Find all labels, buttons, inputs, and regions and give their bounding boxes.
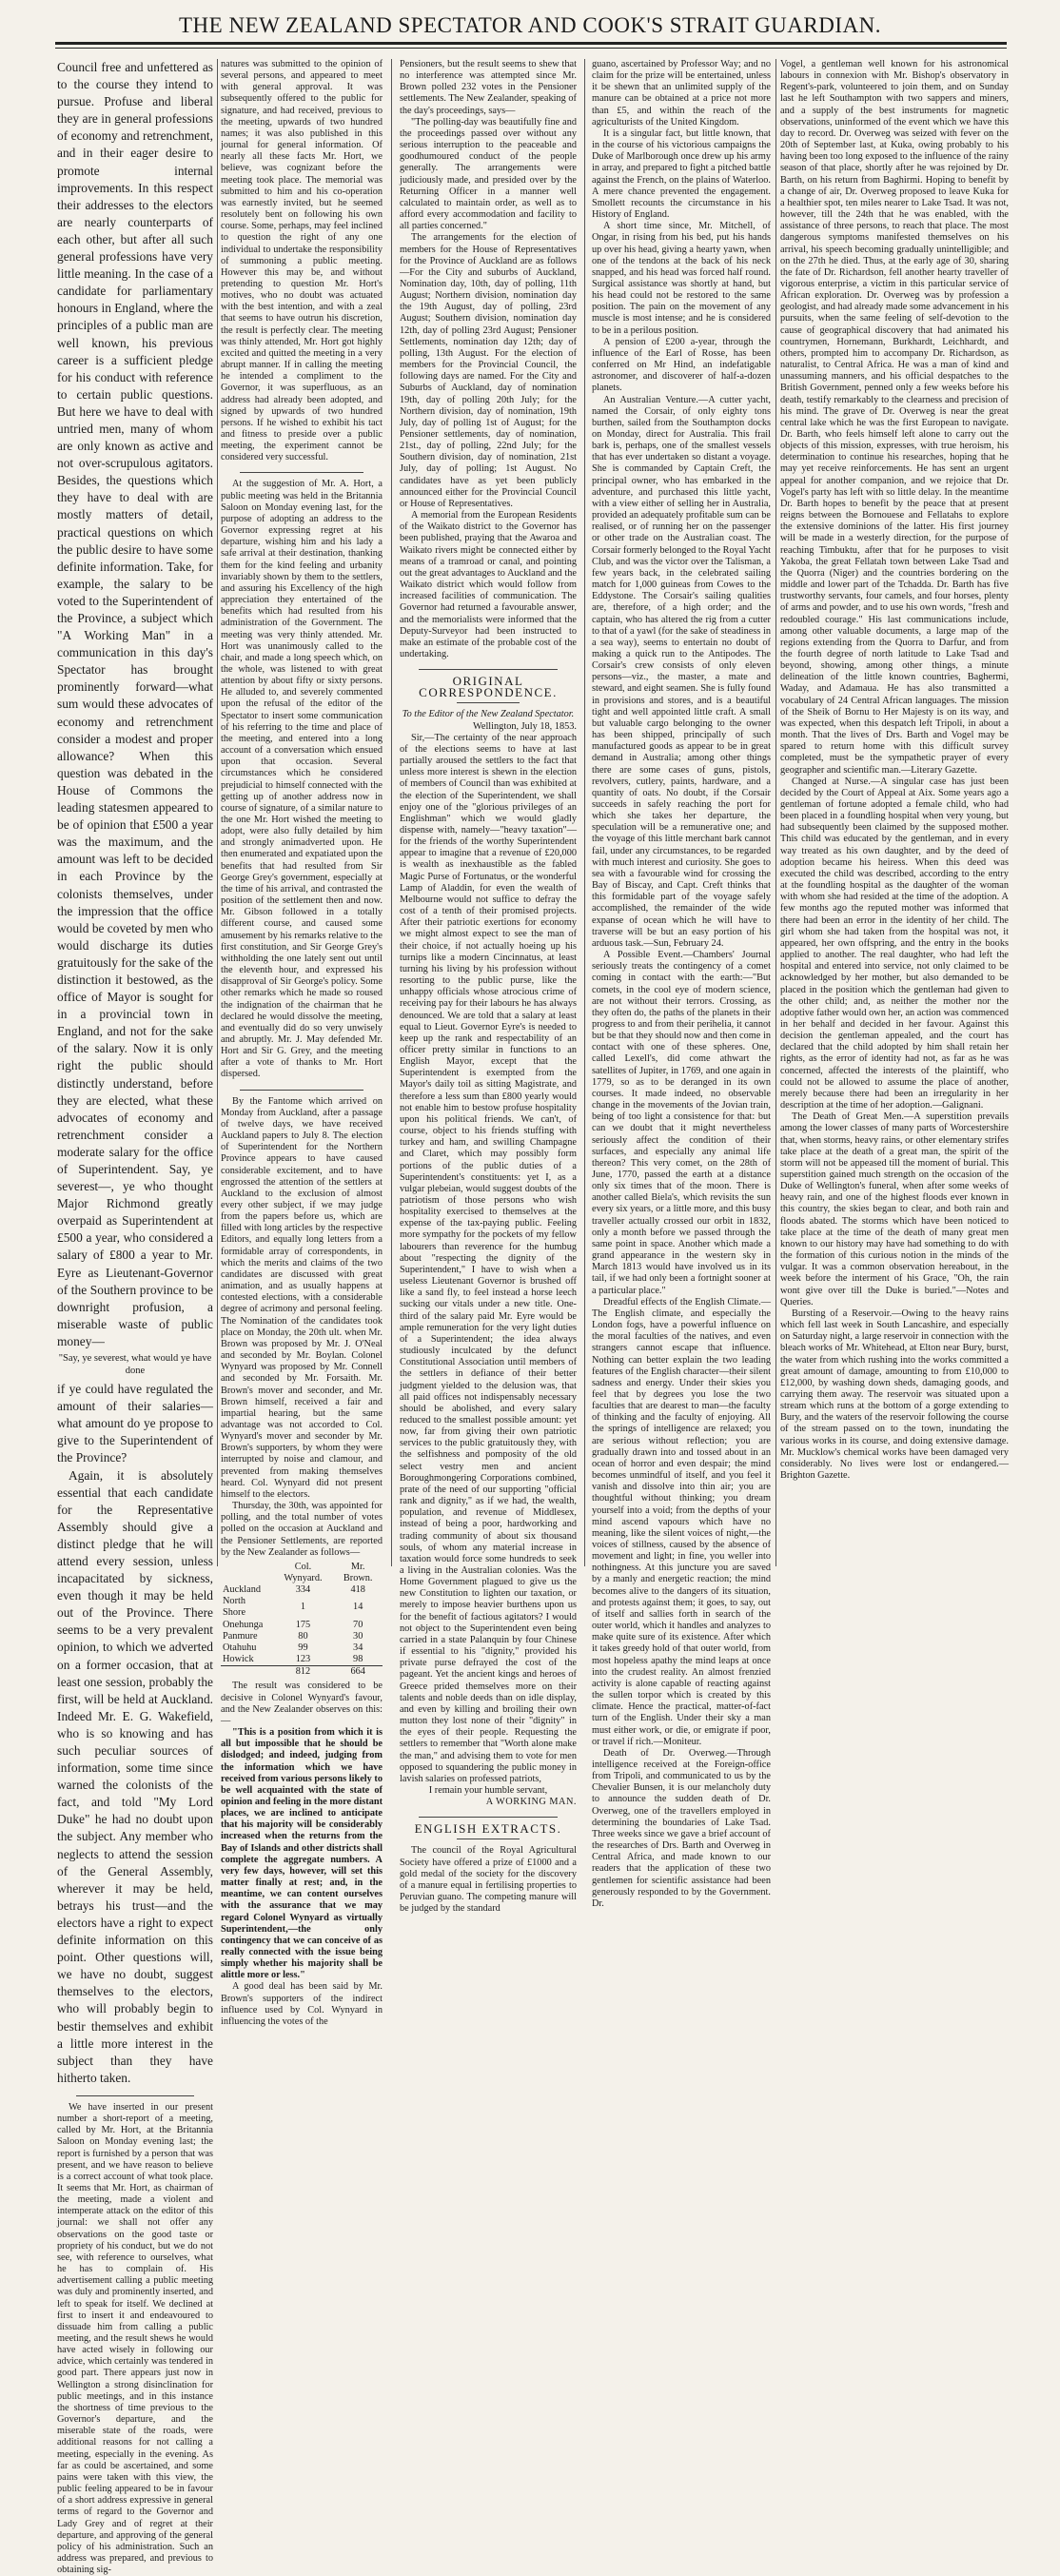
table-row — [221, 1584, 383, 1596]
auckland-news-paragraph: The arrangements for the election of members for the House of Representatives for the Province of Auckland are as follows—For the City and suburbs of Auckland, Nomination day, 10th, day of polling, 11th August; Northern division, nomination day the 19th August, day of polling, 23rd August; Southern division, nomination day 12th, day of polling 23rd August; Pensioner Settlements, nomination day 12th; day of polling, 13th August. For the election of members for the Provincial Council, the following days are named. For the City and Suburbs of Auckland, day of nomination 19th, day of polling 20th July; for the Northern division, day of nomination, 19th July, day of polling 1st of August; for the Pensioner settlements, day of nomination, 21st., day of polling, 22nd July; for the Southern division, day of nomination, 21st July, day of polling; 1st August. No candidates have as yet been publicly announced either for the Provincial Council or House of Representatives. — [400, 232, 577, 509]
extract-paragraph: The Death of Great Men.—A superstition prevails among the lower classes of many parts of Worcestershire that, when storms, heavy rains, or other elementary strifes take place at the death of a great man, the spirit of the storm will not be appeased till the moment of burial. This superstition gained much strength on the occasion of the Duke of Wellington's funeral, when after some weeks of heavy rain, and one of the highest floods ever known in this country, the skies began to clear, and both rain and floods abated. The storms which have been noticed to take place at the time of the death of many great men known to our history may have had something to do with the formation of this curious notion in the minds of the vulgar. It was a common observation hereabout, in the week before the interment of his Grace, "Oh, the rain wont give over till the Duke is buried."—Notes and Queries. — [780, 1111, 1009, 1308]
auckland-news-paragraph: Pensioners, but the result seems to shew that no interference was attempted since Mr. Brown polled 232 votes in the Pensioner settlements. The New Zealander, speaking of the day's proceedings, says— — [400, 59, 577, 116]
meeting-article-paragraph: natures was submitted to the opinion of several persons, and appeared to meet with general approval. It was subsequently offered to the public for signature, and had received, previous to the meeting, upwards of two hundred names; it was also published in this journal for general information. Of nearly all these facts Mr. Hort, we believe, was cognizant before the meeting took place. The memorial was submitted to him and his co-operation was earnestly invited, but he seemed resolutely bent on following his own course. Some, perhaps, may feel inclined to question the right of any one individual to undertake the responsibility of summoning a public meeting. However this may be, and without pretending to question Mr. Hort's motives, who no doubt was actuated with the best intention, and with a zeal that seems to have outrun his discretion, the result is perfectly clear. The meeting was thinly attended, Mr. Hort got highly excited and quitted the meeting in a very abrupt manner. If in calling the meeting he intended a compliment to the Governor, it was superfluous, as an address had already been adopted, and signed by upwards of two hundred persons. If he wished to exhibit his tact and fitness to preside over a public meeting, the experiment cannot be considered very successful. — [221, 59, 383, 463]
extract-paragraph: The council of the Royal Agricultural Society have offered a prize of £1000 and a gold medal of the society for the discovery of a manure equal in fertilising properties to Peruvian guano. The competing manure will be judged by the standard — [400, 1845, 577, 1915]
extract-paragraph: Death of Dr. Overweg.—Through intelligence received at the Foreign-office from Tripoli, and communicated to us by the Chevalier Bunsen, it is our melancholy duty to announce the sudden death of Dr. Overweg, one of the travellers employed in determining the boundaries of Lake Tsad. Three weeks since we gave a brief account of the researches of Drs. Barth and Overweg in Central Africa, and made known to our readers that the application of these two gentlemen for scientific assistance had been generously responded to by the Government. Dr. — [592, 1747, 771, 1909]
table-cell: Auckland — [223, 1584, 262, 1596]
verse-quote: "Say, ye severest, what would ye have done — [58, 1353, 212, 1377]
table-cell — [221, 1666, 273, 1679]
auckland-news-paragraph: The result was considered to be decisive in Colonel Wynyard's favour, and the New Zealander observes on this:— — [221, 1681, 383, 1726]
table-cell: 70 — [353, 1619, 363, 1630]
leader-paragraph: if ye could have regulated the amount of their salaries—what amount do ye propose to give to the Superintendent of the Province? — [57, 1382, 213, 1465]
table-cell: 34 — [353, 1642, 363, 1653]
table-cell: Howick — [223, 1654, 254, 1665]
extract-paragraph: Bursting of a Reservoir.—Owing to the heavy rains which fell last week in South Lancashire, and especially on Saturday night, a large reservoir in connection with the bleach works of Mr. Whitehead, at Elton near Bury, burst, the water from which rushing into the works committed a great amount of damage, amounting to from £10,000 to £12,000, by washing down sheds, damaging goods, and carrying them away. The reservoir was situated upon a stream which runs at the bottom of a gorge extending to Bury, and the waters of the reservoir following the course of the stream passed on to the town, inundating the various works in its course, and doing extensive damage. Mr. Mucklow's chemical works have been damaged very considerably. No lives were lost or endangered.—Brighton Gazette. — [780, 1308, 1009, 1482]
auckland-news-paragraph: Thursday, the 30th, was appointed for polling, and the total number of votes polled on the occasion at Auckland and the Pensioner Settlements, are reported by the New Zealander as follows— — [221, 1501, 383, 1558]
table-row — [221, 1642, 383, 1654]
poll-results-table — [221, 1562, 383, 1679]
column-rule — [391, 59, 392, 1566]
letter-dateline: Wellington, July 18, 1853. — [472, 720, 577, 732]
section-heading: ORIGINAL CORRESPONDENCE. — [419, 674, 558, 700]
column-1 — [57, 59, 213, 2576]
section-divider — [240, 1090, 363, 1091]
meeting-report-paragraph: At the suggestion of Mr. A. Hort, a public meeting was held in the Britannia Saloon on Monday evening last, for the purpose of adopting an address to the Governor expressing regret at his departure, wishing him and his lady a safe arrival at their destination, thanking them for the kind feeling and urbanity invariably shown by them to the settlers, and assuring his Excellency of the high appreciation they entertained of the benefits which had resulted from his administration of the Government. The meeting was very thinly attended. Mr. Hort was unanimously called to the chair, and made a long speech which, on the whole, was listened to with great attention by about fifty or sixty persons. He alluded to, and severely commented upon the refusal of the editor of the Spectator to insert some communication of his referring to the time and place of the meeting, and entered into a long account of a conversation which ensued upon that occasion. Several circumstances which he considered prejudicial to himself connected with the getting up of another address now in course of signature, of a similar nature to the one Mr. Hort wished the meeting to adopt, were also fully detailed by him and strongly animadverted upon. He then enumerated and expatiated upon the benefits that had resulted from Sir George Grey's government, especially at the time of his arrival, and contrasted the position of the settlement then and now. Mr. Gibson followed in a totally different course, and caused some amusement by his remarks relative to the first constitution, and Sir George Grey's withholding the one lately sent out until the eleventh hour, and expressed his disapproval of Sir George's policy. Some other remarks which he made so roused the indignation of the chairman that he declared he would dissolve the meeting, and eventually did do so very unwisely and abruptly. Mr. J. May defended Mr. Hort and Sir G. Grey, and the meeting after a vote of thanks to Mr. Hort dispersed. — [221, 479, 383, 1080]
table-cell: 334 — [295, 1584, 311, 1596]
column-3 — [400, 59, 577, 1915]
auckland-news-paragraph: A good deal has been said by Mr. Brown's supporters of the indirect influence used by Col. Wynyard in influencing the votes of the — [221, 1981, 383, 2027]
extract-paragraph: A Possible Event.—Chambers' Journal seriously treats the contingency of a comet coming in contact with the earth:—"But comets, in the cool eye of modern science, are not without their terrors. Crossing, as they often do, the paths of the planets in their progress to and from their perihelia, it cannot but be that they should now and then come in contact with one of these spheres. One, called Lexell's, did come athwart the satellites of Jupiter, in 1769, and one again in 1779, so as to be deranged in its own courses. It made indeed, no observable change in the movements of the Jovian train, being of too light a consistence for that: but can we doubt that it might nevertheless seriously affect the condition of their surfaces, and especially any animal life thereon? This very comet, on the 28th of June, 1770, passed the earth at a distance only six times that of the moon. There is another called Biela's, which revisits the sun every six years, or a little more, and this busy traveller actually crossed our orbit in 1832, only a month before we passed through the same point in space. Another which made a grand appearance in the western sky in March 1813 would have involved us in its tail, if we had only been a fortnight sooner at a particular place." — [592, 950, 771, 1296]
table-row — [221, 1596, 383, 1619]
leader-paragraph: Council free and unfettered as to the course they intend to pursue. Profuse and liberal they are in general professions of economy and retrenchment, and in their eager desire to promote internal improvements. In this respect their addresses to the electors are nearly counterparts of each other, but after all such general professions have very little meaning. In the case of a candidate for parliamentary honours in England, where the principles of a public man are well known, his previous career is a sufficient pledge for his conduct with reference to certain public questions. But here we have to deal with untried men, many of whom are only known as active and not over-scrupulous agitators. Besides, the questions which they have to deal with are mostly matters of detail, practical questions on which the public desire to have some definite information. Take, for example, the salary to be voted to the Superintendent of the Province, a subject which "A Working Man" in a communication in this day's Spectator has brought prominently forward—what sum would these advocates of economy and retrenchment consider a modest and proper allowance? When this question was debated in the House of Commons the leading statesmen appeared to be of opinion that £500 a year was the maximum, and the amount was left to be decided in each Province by the colonists themselves, under the impression that the office would be coveted by men who would discharge its duties gratuitously for the sake of the distinction it bestowed, as the office of Mayor is sought for in a provincial town in England, and not for the sake of the salary. Now it is only right the public should distinctly understand, before they are elected, what these advocates of economy and retrenchment consider a moderate salary for the office of Superintendent. Say, ye severest—, ye who thought Major Richmond greatly overpaid as Superintendent at £500 a year, who considered a salary of £800 a year to Mr. Eyre as Lieutenant-Governor of the Southern province to be downright profusion, a miserable waste of public money— — [57, 60, 213, 1348]
extract-paragraph: Changed at Nurse.—A singular case has just been decided by the Court of Appeal at Aix. Some years ago a gentleman of fortune adopted a female child, who had been placed in a foundling hospital when very young, but had subsequently been claimed by the supposed mother. This child was educated by the gentleman, and in every way treated as his own daughter, and by the deed of adoption became his heiress. When this deed was executed the child was described, according to the entry at the foundling hospital as the daughter of the woman with whom she had resided at the time of the adoption. A few months ago the reputed mother was informed that there had been an error in the identity of her child. The girl whom she had taken from the hospital was not, it appeared, her own offspring, and the entry in the books applied to another. The real daughter, who had left the hospital and entered into service, not only claimed to be acknowledged by her mother, but also demanded to be placed in the position which the gentleman had given to the other child; and, as neither the mother nor the adoptive father would own her, an action was commenced in her behalf and decided in her favour. Against this decision the gentleman appealed, and the court has declared that the child adopted by him shall retain her rights, as the error of identity had not, as far as he was concerned, affected the interests of the plaintiff, who could not be allowed to assume the place of another, merely because there had been an irregularity in her description at the time of her adoption.—Galignani. — [780, 776, 1009, 1111]
column-4 — [592, 59, 771, 1909]
table-total-row — [221, 1666, 383, 1679]
table-header — [221, 1562, 273, 1584]
extract-paragraph: It is a singular fact, but little known, that in the course of his victorious campaigns the Duke of Marlborough once drew up his army in array, and prepared to fight a pitched battle against the French, on the plains of Waterloo. A mere chance prevented the engagement. Smollett recounts the circumstance in his History of England. — [592, 128, 771, 221]
extract-paragraph: A pension of £200 a-year, through the influence of the Earl of Rosse, has been conferred on Mr Hind, an indefatigable astronomer, and discoverer of half-a-dozen planets. — [592, 336, 771, 394]
column-rule — [584, 59, 585, 1566]
newspaper-quote: "The polling-day was beautifully fine and the proceedings passed over without any serious interruption to the peaceable and goodhumoured conduct of the people generally. The arrangements were judiciously made, and presided over by the Returning Officer in a manner well calculated to maintain order, as well as to afford every accommodation and facility to all parties concerned." — [400, 116, 577, 232]
table-cell: 1 — [300, 1602, 306, 1613]
table-cell: 175 — [295, 1619, 311, 1630]
table-row — [221, 1654, 383, 1666]
section-heading: ENGLISH EXTRACTS. — [414, 1821, 562, 1837]
masthead-rule-thin — [55, 48, 1007, 49]
table-cell: Onehunga — [223, 1619, 264, 1630]
extract-paragraph: guano, ascertained by Professor Way; and no claim for the prize will be entertained, unless it be shewn that an unlimited supply of the manure can be obtained at a price not more than £5, and within the reach of the agriculturists of the United Kingdom. — [592, 59, 771, 128]
section-divider — [76, 2095, 194, 2096]
table-cell: 98 — [353, 1654, 363, 1665]
table-cell: 123 — [295, 1654, 311, 1665]
table-cell: 80 — [298, 1630, 308, 1642]
table-cell: Otahuhu — [223, 1642, 257, 1653]
meeting-article-paragraph: We have inserted in our present number a short-report of a meeting, called by Mr. Hort, at the Britannia Saloon on Monday evening last; the report is furnished by a person that was present, and we have reason to believe is a correct account of what took place. It seems that Mr. Hort, as chairman of the meeting, made a violent and intemperate attack on the editor of this journal: we shall not offer any observations on the good taste or propriety of his conduct, but we do not see, with reference to ourselves, what he has to complain of. His advertisement calling a public meeting was duly and prominently inserted, and left to speak for itself. We declined at first to insert it and endeavoured to dissuade him from calling a public meeting, and the result shews he would have acted wisely in following our advice, which certainly was tendered in good part. There appears just now in Wellington a strong disinclination for public meetings, and in this instance the shortness of time previous to the Governor's departure, and the miserable state of the roads, were additional reasons for not calling a meeting, especially in the evening. As far as could be ascertained, and some pains were taken with this view, the public feeling appeared to be in favour of a short address expressive in general terms of regard to the Governor and Lady Grey and of regret at their departure, and approving of the general policy of his administration. Such an address was prepared, and previous to obtaining sig- — [57, 2101, 213, 2576]
table-cell: 14 — [353, 1602, 363, 1613]
table-cell: 812 — [273, 1666, 334, 1679]
table-header: Mr. Brown. — [343, 1561, 373, 1583]
section-divider — [419, 1817, 558, 1818]
letter-address: To the Editor of the New Zealand Spectator. — [402, 709, 575, 720]
masthead: THE NEW ZEALAND SPECTATOR AND COOK'S STRAIT GUARDIAN. — [179, 13, 881, 37]
column-5 — [780, 59, 1009, 1568]
table-cell: 664 — [333, 1666, 383, 1679]
table-cell: 30 — [353, 1630, 363, 1642]
letter-signature: A WORKING MAN. — [485, 1797, 577, 1808]
table-cell: North Shore — [223, 1596, 246, 1619]
masthead-rule-thick — [55, 42, 1007, 45]
extract-paragraph: An Australian Venture.—A cutter yacht, named the Corsair, of only eighty tons burthen, sailed from the Southampton docks on Monday, direct for Australia. This frail bark is, perhaps, one of the smallest vessels that has ever undertaken so distant a voyage. She is commanded by Captain Creft, the principal owner, who has embarked in the adventure, and purchased this little yacht, with a view either of selling her in Australia, provided an adequately profitable sum can be realised, or of running her on the passenger or other trade on the Australian coast. The Corsair formerly belonged to the Royal Yacht Club, and was the victor over the Talisman, a few years back, in the celebrated sailing match for 1,000 guineas from Cowes to the Eddystone. The Corsair's sailing qualities are, therefore, of a high order; and the captain, who has altered the rig from a cutter to that of a yawl (for the sake of steadiness in a sea way), seems to entertain no doubt of making a quick run to the Antipodes. The Corsair's crew consists of only eleven persons—viz., the master, a mate and steward, and eight seamen. She is fully found in provisions and stores, and is a beautiful tight and well appointed little craft. A small but valuable cargo belonging to the owner has been shipped, principally of such manufactured goods as appear to be in great demand in Australia; among other things there are some cases of guns, pistols, revolvers, cutlery, paints, hardware, and a quantity of oats. No doubt, if the Corsair succeeds in safely reaching the port for which she takes her departure, the speculation will be a remunerative one; and the voyage of this little merchant bark cannot fail, under any circumstances, to be regarded with much interest and curiosity. She goes to sea with a favourable wind for crossing the Bay of Biscay, and Capt. Creft thinks that this formidable part of the voyage safely accomplished, the remainder of the wide expanse of ocean which he will have to traverse will be but an easy portion of his arduous task.—Sun, February 24. — [592, 394, 771, 949]
column-2 — [221, 59, 383, 2027]
column-rule — [217, 59, 218, 1566]
auckland-news-paragraph: A memorial from the European Residents of the Waikato district to the Governor has been published, praying that the Awaroa and Waikato rivers might be connected either by means of a tramroad or canal, and pointing out the great advantages to Auckland and the Waikato district which would follow from increased facilities of communication. The Governor had returned a favourable answer, and the memorialists were informed that the Deputy-Surveyor had been instructed to make an estimate of the probable cost of the undertaking. — [400, 510, 577, 659]
table-cell: Panmure — [223, 1630, 258, 1642]
section-divider — [457, 702, 520, 703]
table-cell: 99 — [298, 1642, 308, 1653]
letter-closing: I remain your humble servant, — [428, 1784, 548, 1796]
letter-body: Sir,—The certainty of the near approach of the elections seems to have at last partially aroused the settlers to the fact that unless more interest is shewn in the election of members of Council than was exhibited at the election of the Superintendent, we shall enjoy one of the "glorious privileges of an Englishman" which we would gladly dispense with, namely—"heavy taxation"—for the friends of the worthy Superintendent appear to imagine that a revenue of £20,000 is wealth as inexhaustible as the fabled Magic Purse of Fortunatus, or the wonderful Lamp of Aladdin, for even the wealth of Melbourne would not suffice to defray the cost of a tenth of their promised projects. After their patriotic exertions for economy we might almost expect to see the man of their choice, if not actually hoeing up his turnips like a modern Cincinnatus, at least turning his living by his profession without resorting to the public purse, like the unhappy officials whose atrocious crime of receiving pay for their labours he has always denounced. We are told that a salary at least equal to Lieut. Governor Eyre's is needed to keep up the rank and respectability of an officer pretty similar in functions to an English Mayor, except that the Superintendent is exempted from the Mayor's daily toil as sitting Magistrate, and therefore a less sum than £800 yearly would not enable him to bestow profuse hospitality upon his political friends. We can't, of course, object to his friends stuffing with turkey and ham, and swilling Champagne and Claret, which may possibly form portions of the public duties of a Superintendent's constituents: yet I, as a vulgar plebeian, would suggest doubts of the patriotism of those persons who wish hospitality exercised to themselves at the expense of the tax-paying public. Feeling more sympathy for the pockets of my fellow labourers than reverence for the humbug about "respecting the dignity of the Superintendent," I have to wish when a useless Lieutenant Governor is brushed off like a sand fly, to feel instead a horse leech sucking our vitals under a new title. One-third of the salary paid Mr. Eyre would be ample remuneration for the very light duties of a Superintendent; the idea always studiously inculcated by the defunct Constitutional Association until members of the settlers in defiance of their better judgment yielded to the delusion was, that all paid offices not indispensably necessary should be abolished, and every salary reduced to the smallest possible amount: yet now, far from giving their own patriotic services to the public gratuitously they, with the selfishness and pomposity of the old select vestry men and ancient Boroughmongering Corporations combined, prate of the need of our supporting "official rank and dignity," as if we had, the wealth, population, and revenue of Middlesex, instead of being a poor, hardworking and trading community of about six thousand souls, of whom any material increase in taxation would force some hundreds to seek a living in the Australian colonies. Was the Home Government plagued to give us the new Constitution to lighten our taxation, or merely to impose heavier burthens upon us for the benefit of factious agitators? I would not object to the Superintendent even being carried in a state Palanquin by four Chinese if essential to his "dignity," provided his private purse defrayed the cost of the pageant. Yet the ancient kings and heroes of Greece prided themselves more on their talents and noble deeds than on idle display, and even by killing and broiling their own mutton they lost none of their "dignity" in the eyes of their people. Requesting the settlers to remember that "Worth alone make the man," and advising them to vote for men opposed to squandering the public money in lavish salaries on professed patriots, — [400, 732, 577, 1784]
extract-paragraph: Vogel, a gentleman well known for his astronomical labours in connexion with Mr. Bishop's observatory in Regent's-park, volunteered to join them, and on Sunday last he left Southampton with two sappers and miners, and a supply of the best instruments for magnetic observations, uninformed of the event which we have this day to record. Dr. Overweg was seized with fever on the 20th of September last, at Kuka, owing probably to his having been too long exposed to the influence of the rainy season of that place, shortly after he was rejoined by Dr. Barth, on his return from Baghirmi. Hoping to benefit by a change of air, Dr. Overweg proposed to leave Kuka for a healthier spot, ten miles nearer to Lake Tsad. It was not, however, till the 24th that he was enabled, with the assistance of three persons, to reach that place. The most dangerous symptoms manifested themselves on his arrival, his speech becoming gradually unintelligible; and on the 27th he died. Thus, at the early age of 30, sharing the fate of Dr. Richardson, fell another hearty traveller of vigorous enterprise, a victim in this particular service of African exploration. Dr. Overweg was by profession a geologist, and had already made some advancement in his pursuits, when the same feeling of self-devotion to the cause of geographical discovery that had animated his countrymen, Hornemann, Burkhardt, Leichhardt, and others, prompted him to accompany Dr. Richardson, as naturalist, to Central Africa. He was a man of kind and unassuming manners, and his official despatches to the British Government, penned only a few weeks before his death, testify remarkably to the clearness and precision of his mind. The grave of Dr. Overweg is near the great central lake which he was the first European to navigate. Dr. Barth, who feels himself left alone to carry out the objects of this mission, expresses, with true heroism, his determination to continue his researches, hoping that he may yet receive reinforcements. He has sent an urgent appeal for another companion, and we rejoice that Dr. Vogel's party has left with so little delay. In the meantime Dr. Barth hopes to benefit by the peace that at present reigns between the Bornouese and Fellatahs to explore the extensive dominions of the latter. His first journey will be made in a westerly direction, for the purpose of reaching Timbuktu, after that for he purposes to visit Yakoba, the great Fellatah town between Lake Tsad and the Quorra (Niger) and the countries bordering on the middle and lower part of the Tchadda. Dr. Barth has five trustworthy servants, four camels, and four horses, plenty of arms and powder, and to use his own words, "fresh and redoubled courage." His last communications include, among other valuable documents, a large map of the regions extending from the Quorra to Darfur, and from the fourth degree of north latitude to Lake Tsad and beyond, showing, among other things, a minute delineation of the little known countries, Baghermi, Waday, and Adamaua. He has also transmitted a vocabulary of 24 Central African languages. The mission of the Sheik of Bornu to Her Majesty is on its way, and was expected, when this despatch left Tripoli, in about a month. That the lives of Drs. Barth and Vogel may be spared to return home with this difficult survey completed, must be the sympathetic prayer of every geographer and scientific man.—Literary Gazette. — [780, 59, 1009, 776]
table-header: Col. Wynyard. — [284, 1561, 323, 1583]
extract-paragraph: Dreadful effects of the English Climate.—The English climate, and especially the London fogs, have a powerful influence on the moral faculties of the natives, and even strangers cannot escape that influence. Nothing can better explain the two leading features of the English character—their silent sadness and energy. Under their skies you feel that by degrees you lose the two faculties that are dearest to man—the faculty of thinking and the faculty of enjoying. All the springs of intelligence are relaxed; you are serious without reflection; you are gradually drawn into and tossed about in an ocean of horror and even despair; the mind becomes unmindful of itself, and you feel it vanish and dissolve into thin air; you are thoughtful without thinking; you dream yourself into a void; from the depths of your mind ascend vapours which have no meaning, like the silent voices of night,—the voices of stillness, caused by the absence of movement and light; in fine, you weller into nothingness. At this juncture you are saved by a manly and energetic reaction; the mind becomes alive to the dangers of its situation, and protests against them; it goes, to say, out of itself and sallies forth in search of the outer world, which it handles and analyzes to make quite sure of its existence. After which it takes greedy hold of that outer world, from most hopeless apathy the mind leaps at once into the crudest reality. An almost frenzied activity is alone capable of reacting against the sullen torpor which is created by this climate. Hence the practical, matter-of-fact turn of the English. Under their sky a man must either work, or die, or emigrate if poor, or travel if rich.—Moniteur. — [592, 1296, 771, 1747]
newspaper-quote: "This is a position from which it is all but impossible that he should be dislodged; and indeed, judging from the information which we have received from various persons likely to be well acquainted with the state of opinion and feeling in the more distant places, we are inclined to anticipate that his majority will be considerably increased when the returns from the Bay of Islands and other districts shall complete the aggregate numbers. A very few days, however, will set this matter finally at rest; and, in the meantime, we can content ourselves with the assurance that we may regard Colonel Wynyard as virtually Superintendent,—the only contingency that we can conceive of as really connected with the issue being simply whether his majority shall be alittle more or less." — [221, 1727, 383, 1981]
column-rule — [775, 59, 776, 1566]
extract-paragraph: A short time since, Mr. Mitchell, of Ongar, in rising from his bed, put his hands up over his head, giving a hearty yawn, when one of the tendons at the back of his neck snapped, and his head was forced half round. Surgical assistance was shortly at hand, but his head could not be restored to the same position. The pain on the movement of any muscle is most intense; and he is considered to be in a perilous position. — [592, 221, 771, 336]
auckland-news-paragraph: By the Fantome which arrived on Monday from Auckland, after a passage of twelve days, we have received Auckland papers to July 8. The election of Superintendent for the Northern Province appears to have caused considerable excitement, and to have engrossed the attention of the settlers at Auckland to the exclusion of almost every other subject, if we may judge from the papers before us, which are filled with long articles by the respective Editors, and equally long letters from a formidable array of correspondents, in which the merits and claims of the two candidates are discussed with great animation, and as usually happens at contested elections, with a considerable degree of acrimony and personal feeling. The Nomination of the candidates took place on Monday, the 20th ult. when Mr. Brown was proposed by Mr. J. O'Neal and seconded by Mr. Boylan. Colonel Wynyard was proposed by Mr. Connell and seconded by Mr. Forsaith. Mr. Brown's mover and seconder, and Mr. Brown himself, received a fair and impartial hearing, but the same advantage was not accorded to Col. Wynyard's mover and seconder by Mr. Brown's supporters, by whom they were interrupted by noise and clamour, and prevented from making themselves heard. Col. Wynyard did not present himself to the electors. — [221, 1095, 383, 1500]
leader-paragraph: Again, it is absolutely essential that each candidate for the Representative Assembly should give a distinct pledge that he will attend every session, unless incapacitated by sickness, even though it may be held out of the Province. There seems to be a very prevalent opinion, to which we adverted on a former occasion, that at least one session, probably the first, will be held at Auckland. Indeed Mr. E. G. Wakefield, who is so knowing and has such peculiar sources of information, some time since warned the colonists of the fact, and told "My Lord Duke" he had no doubt upon the subject. Any member who neglects to attend the session of the General Assembly, wherever it may be held, betrays his trust—and the electors have a right to expect definite information on this point. Other questions will, we have no doubt, suggest themselves to the electors, who will probably begin to bestir themselves and exhibit a little more interest in the subject than they have hitherto taken. — [57, 1467, 213, 2085]
table-row — [221, 1631, 383, 1642]
table-row — [221, 1620, 383, 1631]
section-divider — [419, 669, 558, 670]
section-divider — [240, 472, 363, 473]
table-cell: 418 — [350, 1584, 365, 1596]
